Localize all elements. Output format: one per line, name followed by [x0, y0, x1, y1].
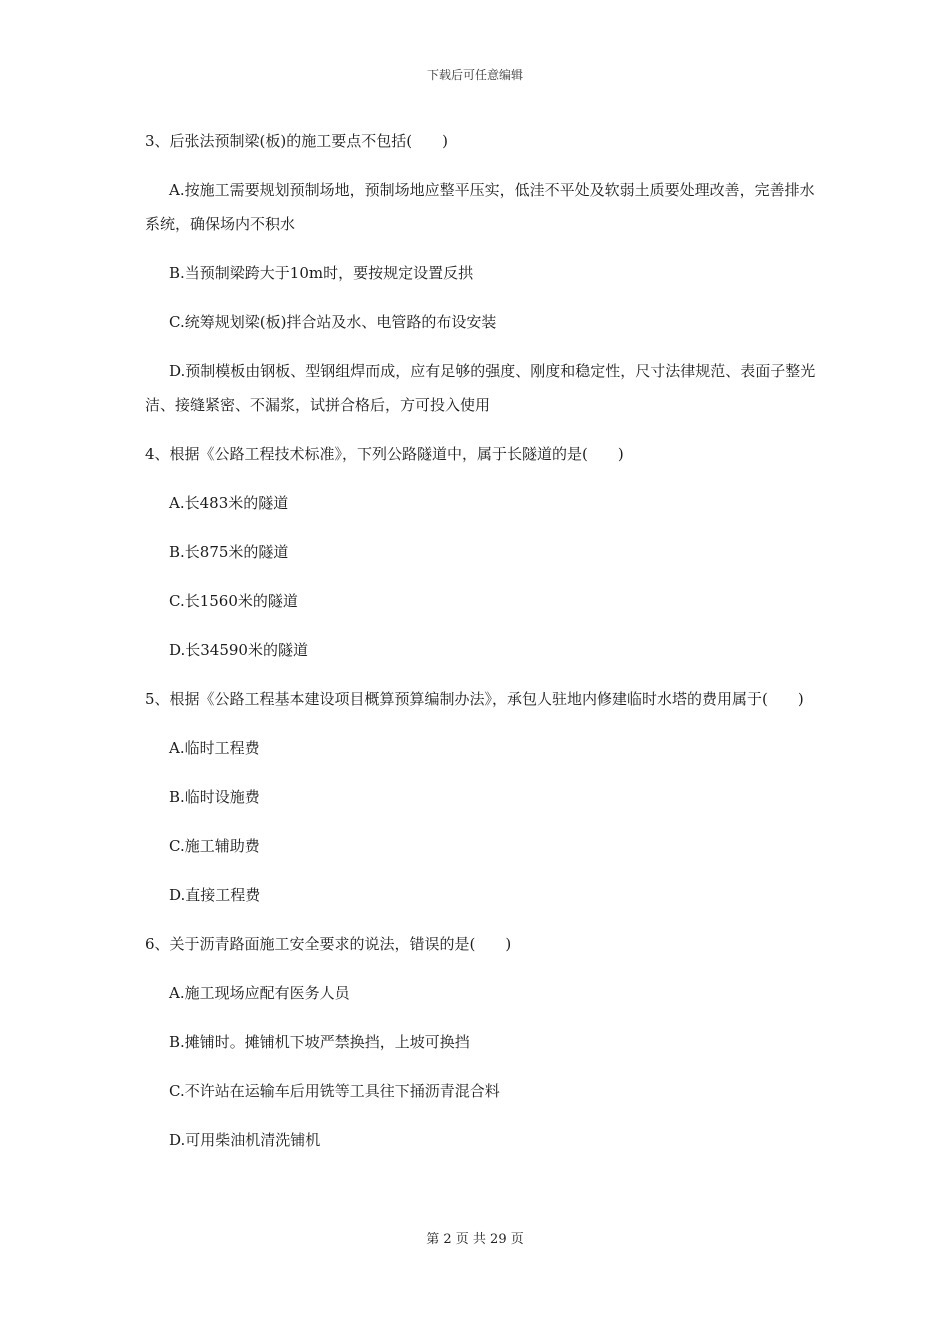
option-b: B.临时设施费: [169, 788, 260, 806]
option-c: C.施工辅助费: [169, 837, 260, 855]
question-5: [145, 682, 820, 912]
page-header: 下载后可任意编辑: [426, 68, 523, 82]
option-d: D.直接工程费: [169, 886, 261, 904]
option-b: B.当预制梁跨大于10m时，要按规定设置反拱: [169, 264, 474, 282]
page-footer: 第 2 页 共 29 页: [426, 1232, 524, 1247]
question-stem: 6、关于沥青路面施工安全要求的说法，错误的是( ): [145, 935, 512, 953]
question-4: [145, 437, 820, 667]
document-body: [145, 124, 820, 1172]
option-c: C.长1560米的隧道: [169, 592, 298, 610]
option-a: A.按施工需要规划预制场地，预制场地应整平压实，低洼不平处及软弱土质要处理改善，完善排水系统，确保场内不积水: [145, 181, 815, 233]
question-3: [145, 124, 820, 422]
option-a: A.长483米的隧道: [169, 494, 289, 512]
question-6: [145, 927, 820, 1157]
option-b: B.摊铺时。摊铺机下坡严禁换挡，上坡可换挡: [169, 1033, 470, 1051]
question-stem: 3、后张法预制梁(板)的施工要点不包括( ): [145, 132, 448, 150]
option-a: A.施工现场应配有医务人员: [169, 984, 350, 1002]
option-b: B.长875米的隧道: [169, 543, 289, 561]
option-d: D.长34590米的隧道: [169, 641, 308, 659]
option-d: D.预制模板由钢板、型钢组焊而成，应有足够的强度、刚度和稳定性，尺寸法律规范、表面子整光洁、接缝紧密、不漏浆，试拼合格后，方可投入使用: [145, 362, 816, 414]
option-d: D.可用柴油机清洗铺机: [169, 1131, 321, 1149]
question-stem: 5、根据《公路工程基本建设项目概算预算编制办法》，承包人驻地内修建临时水塔的费用属于( ): [145, 690, 804, 708]
option-a: A.临时工程费: [169, 739, 260, 757]
question-stem: 4、根据《公路工程技术标准》，下列公路隧道中，属于长隧道的是( ): [145, 445, 624, 463]
option-c: C.统筹规划梁(板)拌合站及水、电管路的布设安装: [169, 313, 497, 331]
option-c: C.不许站在运输车后用铣等工具往下捅沥青混合料: [169, 1082, 500, 1100]
